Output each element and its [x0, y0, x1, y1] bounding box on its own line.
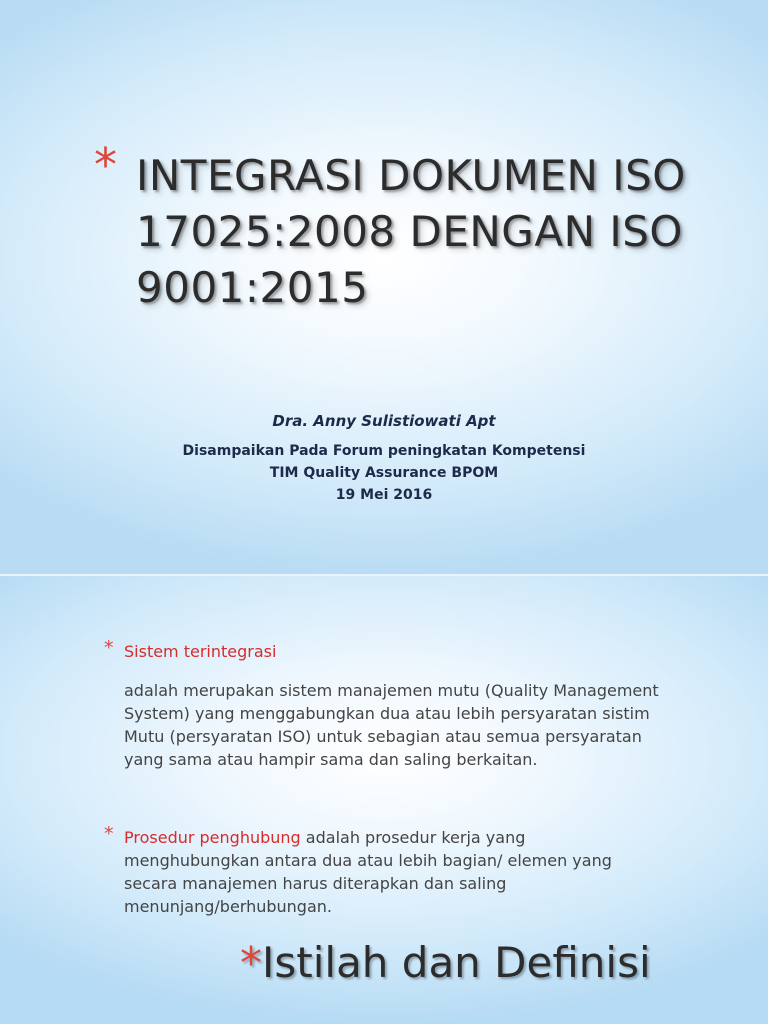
- definition-text: adalah prosedur kerja yang menghubungkan antara dua atau lebih bagian/ elemen yang secara manajemen harus diterapkan dan saling menunjang/berhubungan.: [124, 828, 612, 916]
- asterisk-bullet-icon: *: [104, 823, 114, 845]
- title-line: INTEGRASI DOKUMEN ISO: [136, 151, 686, 200]
- definition-item: [104, 823, 664, 918]
- slide-title: [136, 148, 700, 316]
- definition-term: Prosedur penghubung: [124, 828, 301, 847]
- subtitle-date: 19 Mei 2016: [335, 487, 433, 503]
- heading-text: Istilah dan Definisi: [262, 938, 651, 987]
- definition-term: Sistem terintegrasi: [124, 642, 277, 661]
- definition-paragraph: [124, 826, 664, 918]
- slide-heading: [240, 938, 651, 989]
- asterisk-bullet-icon: *: [104, 637, 114, 659]
- asterisk-bullet-icon: *: [94, 138, 117, 192]
- subtitle-line: Disampaikan Pada Forum peningkatan Kompetensi: [182, 443, 586, 459]
- title-block: [94, 138, 700, 316]
- subtitle-line: TIM Quality Assurance BPOM: [269, 465, 499, 481]
- author-name: Dra. Anny Sulistiowati Apt: [272, 412, 496, 430]
- title-line: 17025:2008 DENGAN ISO: [136, 207, 683, 256]
- author-block: [0, 412, 768, 506]
- asterisk-bullet-icon: *: [240, 938, 262, 989]
- definition-text: adalah merupakan sistem manajemen mutu (Quality Management System) yang menggabungkan dua atau lebih persyaratan sistim Mutu (persyaratan ISO) untuk sebagian atau semua persyaratan yang sama atau hampir sama dan saling berkaitan.: [124, 681, 659, 769]
- definition-item: [104, 637, 664, 771]
- title-line: 9001:2015: [136, 263, 369, 312]
